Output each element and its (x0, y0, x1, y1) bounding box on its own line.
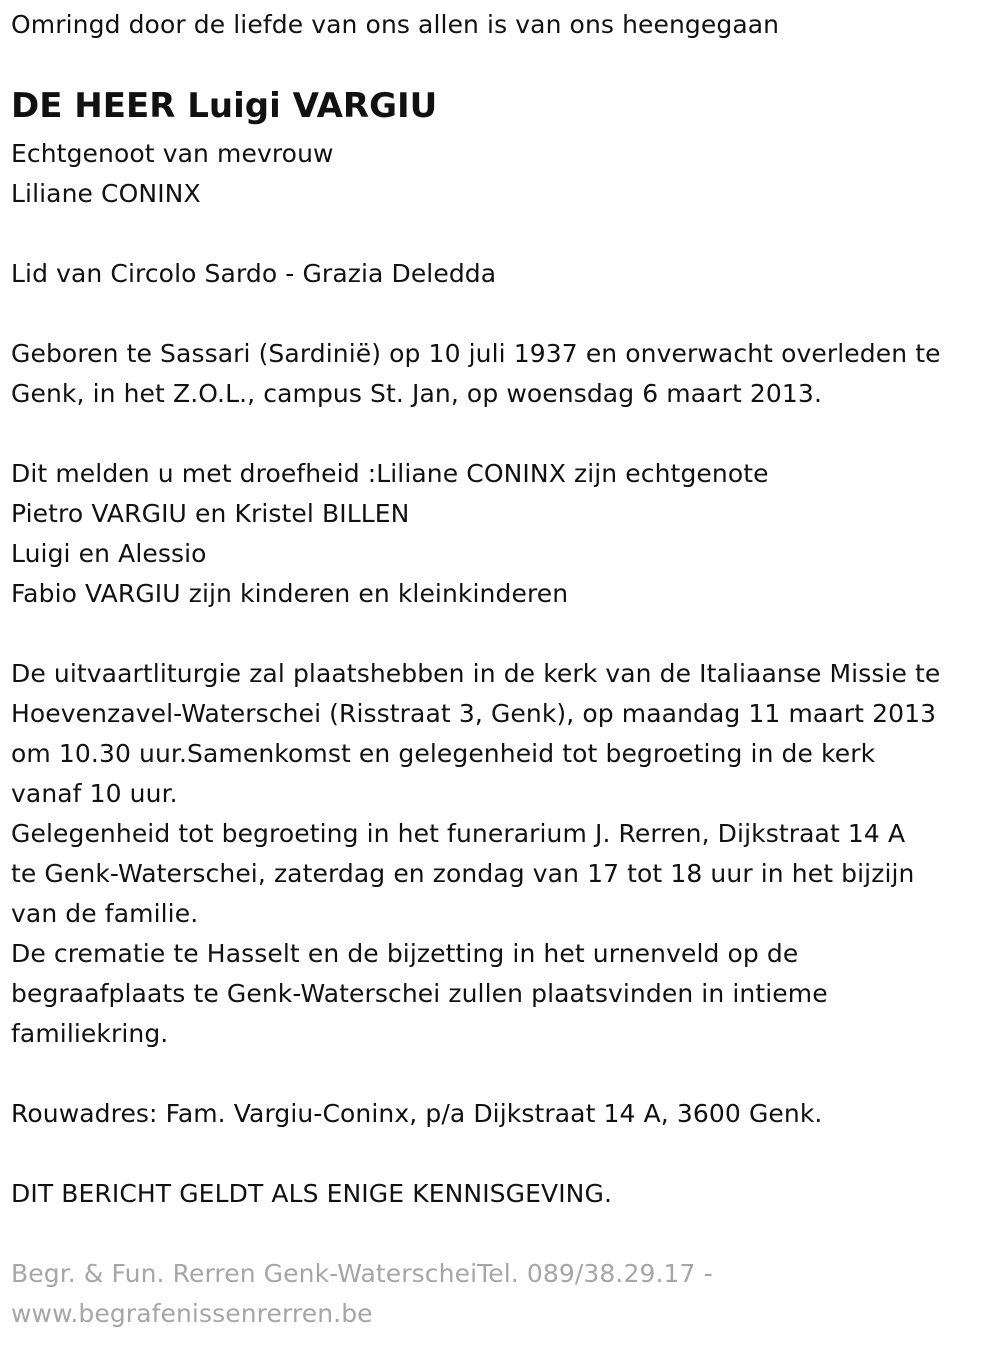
birth-death-block (11, 334, 941, 414)
service-line: familiekring. (11, 1019, 169, 1048)
family-block (11, 454, 769, 614)
service-line: begraafplaats te Genk-Waterschei zullen plaatsvinden in intieme (11, 979, 828, 1008)
service-line: om 10.30 uur.Samenkomst en gelegenheid tot begroeting in de kerk (11, 739, 876, 768)
service-line: Hoevenzavel-Waterschei (Risstraat 3, Genk), op maandag 11 maart 2013 (11, 699, 937, 728)
birth-death-line: Geboren te Sassari (Sardinië) op 10 juli 1937 en onverwacht overleden te (11, 339, 941, 368)
official-notice: DIT BERICHT GELDT ALS ENIGE KENNISGEVING. (11, 1179, 612, 1208)
service-line: De uitvaartliturgie zal plaatshebben in de kerk van de Italiaanse Missie te (11, 659, 941, 688)
spouse-block (11, 134, 334, 214)
service-line: De crematie te Hasselt en de bijzetting in het urnenveld op de (11, 939, 799, 968)
spouse-line: Echtgenoot van mevrouw (11, 139, 334, 168)
mourning-address: Rouwadres: Fam. Vargiu-Coninx, p/a Dijkstraat 14 A, 3600 Genk. (11, 1099, 823, 1128)
family-line: Luigi en Alessio (11, 539, 207, 568)
service-line: te Genk-Waterschei, zaterdag en zondag van 17 tot 18 uur in het bijzijn (11, 859, 915, 888)
funeral-home-website: www.begrafenissenrerren.be (11, 1299, 373, 1328)
service-block (11, 654, 940, 1054)
service-line: vanaf 10 uur. (11, 779, 178, 808)
membership-block (11, 254, 496, 294)
footer-block (11, 1254, 713, 1334)
membership-text: Lid van Circolo Sardo - Grazia Deledda (11, 259, 497, 288)
family-line: Fabio VARGIU zijn kinderen en kleinkinderen (11, 579, 569, 608)
service-line: Gelegenheid tot begroeting in het funerarium J. Rerren, Dijkstraat 14 A (11, 819, 906, 848)
family-line: Pietro VARGIU en Kristel BILLEN (11, 499, 410, 528)
intro-text: Omringd door de liefde van ons allen is van ons heengegaan (11, 10, 780, 39)
address-block (11, 1094, 822, 1134)
service-line: van de familie. (11, 899, 199, 928)
notice-block (11, 1174, 612, 1214)
family-line: Dit melden u met droefheid :Liliane CONINX zijn echtgenote (11, 459, 769, 488)
deceased-name: DE HEER Luigi VARGIU (11, 86, 438, 126)
spouse-name: Liliane CONINX (11, 179, 201, 208)
birth-death-line: Genk, in het Z.O.L., campus St. Jan, op woensdag 6 maart 2013. (11, 379, 822, 408)
funeral-home-info: Begr. & Fun. Rerren Genk-WaterscheiTel. 089/38.29.17 - (11, 1259, 713, 1288)
